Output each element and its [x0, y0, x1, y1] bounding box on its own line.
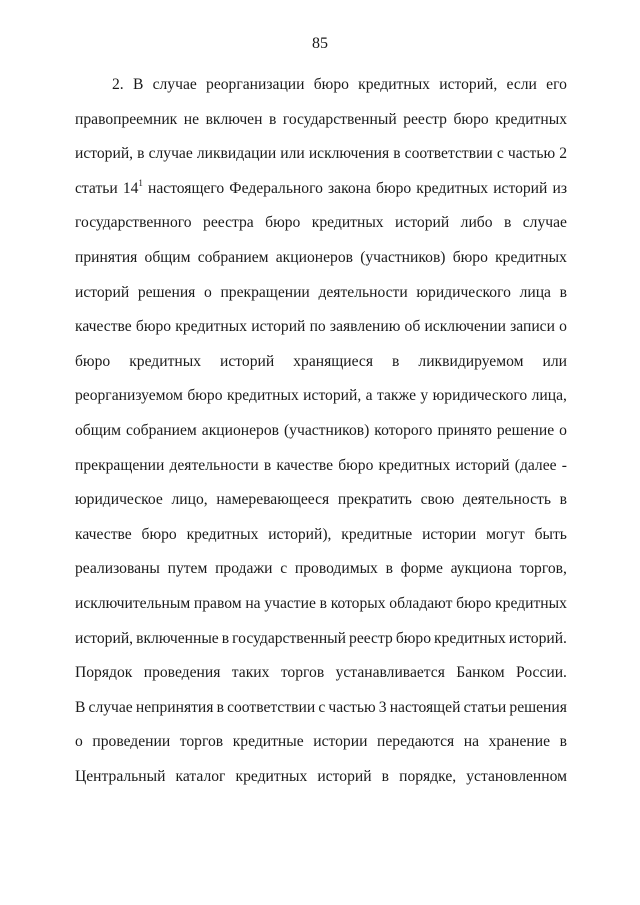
- word: в: [392, 352, 400, 370]
- word: историй: [251, 318, 306, 336]
- page-number: 85: [312, 35, 328, 52]
- word: кредитных: [129, 352, 202, 370]
- word: установленном: [466, 767, 567, 785]
- word: Порядок: [75, 664, 133, 682]
- word: кредитных: [226, 387, 299, 405]
- paragraph: [75, 68, 567, 794]
- word: торгов,: [519, 560, 567, 578]
- word: бюро: [187, 387, 223, 405]
- word: историй,: [303, 387, 362, 405]
- text-line: [75, 483, 567, 518]
- word: кредитных: [416, 179, 489, 197]
- word: в: [559, 733, 567, 751]
- word: лицо,: [171, 491, 208, 509]
- word: его: [546, 76, 567, 93]
- word: (далее: [514, 456, 557, 474]
- word: $14^1$: [122, 177, 143, 197]
- word: деятельность: [462, 491, 551, 509]
- word: юридического: [432, 387, 528, 405]
- word: акционеров: [275, 248, 353, 266]
- text-line: [75, 345, 567, 380]
- word: в: [393, 145, 401, 163]
- word: (участников): [283, 421, 370, 439]
- word: решения: [509, 698, 567, 716]
- word: с: [280, 560, 288, 578]
- word: государственного: [75, 214, 192, 232]
- word: истории: [422, 525, 477, 543]
- word: исключении: [424, 318, 506, 336]
- word: 2.: [112, 76, 124, 93]
- word: лица: [519, 283, 551, 301]
- word: не: [183, 110, 200, 128]
- word: на: [463, 733, 480, 751]
- word: историй,: [439, 76, 498, 93]
- word: если: [506, 76, 537, 93]
- word: историй.: [508, 629, 567, 647]
- word: Банком: [456, 664, 505, 682]
- word: намеревающееся: [216, 491, 330, 509]
- word: правопреемник: [75, 110, 178, 128]
- word: кредитных: [495, 248, 567, 266]
- word: случае: [152, 76, 197, 93]
- text-line: [75, 241, 567, 276]
- word: продажи: [215, 560, 273, 578]
- word: юридического: [416, 283, 511, 301]
- word: в: [221, 629, 230, 647]
- word: (участников): [360, 248, 446, 266]
- word: которых: [330, 594, 386, 612]
- word: в: [137, 145, 145, 163]
- word: с: [496, 145, 504, 163]
- text-line: [75, 68, 567, 103]
- word: бюро: [452, 248, 488, 266]
- word: общим: [144, 248, 191, 266]
- word: прекратить: [337, 491, 412, 509]
- word: правом: [193, 594, 242, 612]
- word: бюро: [265, 214, 301, 232]
- word: торгов: [179, 733, 224, 751]
- word: реорганизуемом: [75, 387, 183, 405]
- word: бюро: [338, 456, 374, 474]
- word: или: [542, 352, 567, 370]
- word: а: [365, 387, 373, 405]
- word: в: [559, 491, 567, 509]
- text-line: [75, 414, 567, 449]
- text-line: [75, 103, 567, 138]
- word: кредитных: [495, 110, 567, 128]
- word: форме: [400, 560, 443, 578]
- word: бюро: [141, 525, 177, 543]
- word: историй: [455, 456, 510, 474]
- word: частью: [507, 145, 556, 163]
- word: реализованы: [75, 560, 160, 578]
- word: случае: [148, 145, 193, 163]
- word: настоящего: [148, 179, 225, 197]
- word: хранящиеся: [293, 352, 374, 370]
- word: деятельности: [169, 456, 259, 474]
- text-line: [75, 691, 567, 726]
- word: кредитных: [186, 525, 259, 543]
- word: России.: [516, 664, 567, 682]
- word: кредитных: [358, 76, 430, 93]
- word: проведения: [143, 664, 221, 682]
- text-line: [75, 449, 567, 484]
- word: историй),: [268, 525, 332, 543]
- word: историй: [395, 214, 450, 232]
- word: государственный: [232, 629, 346, 647]
- word: бюро: [75, 352, 111, 370]
- text-line: [75, 137, 567, 172]
- word: в: [381, 767, 390, 785]
- text-line: [75, 310, 567, 345]
- word: статьи: [463, 698, 507, 716]
- word: историй: [493, 179, 548, 197]
- word: историй: [220, 352, 275, 370]
- word: в: [385, 560, 393, 578]
- word: устанавливается: [335, 664, 445, 682]
- word: исключения: [308, 145, 390, 163]
- word: историй,: [75, 145, 134, 163]
- word: собранием: [197, 248, 269, 266]
- word: бюро: [456, 594, 492, 612]
- word: бюро: [376, 179, 412, 197]
- word: статьи: [75, 179, 118, 197]
- word: кредитных: [434, 629, 506, 647]
- word: решения: [137, 283, 196, 301]
- text-line: [75, 518, 567, 553]
- word: историй: [75, 283, 130, 301]
- word: которого: [374, 421, 433, 439]
- word: включен: [205, 110, 263, 128]
- word: кредитных: [175, 318, 248, 336]
- word: аукциона: [450, 560, 512, 578]
- word: кредитных: [495, 594, 567, 612]
- word: обладают: [389, 594, 453, 612]
- text-line: [75, 172, 567, 207]
- word: в: [268, 110, 277, 128]
- word: случае: [522, 214, 567, 232]
- word: реестр: [349, 629, 393, 647]
- word: качестве: [75, 525, 132, 543]
- word: качестве: [276, 456, 334, 474]
- word: путем: [167, 560, 208, 578]
- word: В: [75, 698, 86, 716]
- word: о: [75, 733, 83, 751]
- word: случае: [88, 698, 133, 716]
- word: юридическое: [75, 491, 163, 509]
- word: также: [377, 387, 416, 405]
- word: быть: [534, 525, 567, 543]
- word: историй: [317, 767, 372, 785]
- word: порядке,: [399, 767, 457, 785]
- word: в: [503, 214, 512, 232]
- word: деятельности: [318, 283, 408, 301]
- word: участие: [264, 594, 316, 612]
- word: о: [559, 421, 567, 439]
- word: ликвидации: [196, 145, 277, 163]
- word: по: [309, 318, 326, 336]
- word: на: [245, 594, 261, 612]
- word: кредитных: [378, 456, 451, 474]
- word: или: [280, 145, 305, 163]
- text-line: [75, 276, 567, 311]
- word: настоящей: [389, 698, 461, 716]
- word: таких: [231, 664, 270, 682]
- word: об: [404, 318, 421, 336]
- word: бюро: [135, 318, 172, 336]
- word: кредитные: [232, 733, 304, 751]
- word: реестра: [203, 214, 254, 232]
- word: у: [420, 387, 429, 405]
- word: кредитных: [235, 767, 308, 785]
- word: кредитные: [341, 525, 413, 543]
- word: бюро: [313, 76, 349, 93]
- word: кредитных: [311, 214, 384, 232]
- word: включенные: [136, 629, 219, 647]
- word: в: [559, 283, 567, 301]
- word: передаются: [377, 733, 455, 751]
- text-line: [75, 760, 567, 795]
- text-line: [75, 379, 567, 414]
- word: прекращении: [220, 283, 310, 301]
- word: принято: [437, 421, 492, 439]
- word: либо: [460, 214, 493, 232]
- word: качестве: [75, 318, 132, 336]
- word: с: [318, 698, 326, 716]
- word: 3: [378, 698, 387, 716]
- word: принятия: [75, 248, 138, 266]
- text-line: [75, 552, 567, 587]
- word: -: [561, 456, 567, 474]
- text-line: [75, 622, 567, 657]
- word: решение: [496, 421, 555, 439]
- text-line: [75, 206, 567, 241]
- word: закона: [327, 179, 371, 197]
- word: прекращении: [75, 456, 165, 474]
- word: соответствии: [404, 145, 493, 163]
- word: из: [552, 179, 567, 197]
- word: общим: [75, 421, 121, 439]
- word: записи: [510, 318, 555, 336]
- word: в: [216, 698, 224, 716]
- word: заявлению: [329, 318, 401, 336]
- footnote-superscript: 1: [138, 177, 143, 188]
- text-line: [75, 725, 567, 760]
- word: государственный: [282, 110, 397, 128]
- word: историй,: [75, 629, 134, 647]
- text-line: [75, 656, 567, 691]
- word: лица,: [531, 387, 567, 405]
- word: частью: [328, 698, 376, 716]
- word: бюро: [395, 629, 432, 647]
- word: исключительным: [75, 594, 191, 612]
- word: каталог: [175, 767, 226, 785]
- word: В: [132, 76, 144, 93]
- word: непринятия: [135, 698, 214, 716]
- word: в: [263, 456, 272, 474]
- word: истории: [313, 733, 368, 751]
- word: соответствии: [227, 698, 316, 716]
- text-line: [75, 587, 567, 622]
- word: проводимых: [294, 560, 378, 578]
- word: могут: [486, 525, 525, 543]
- word: ликвидируемом: [418, 352, 524, 370]
- word: хранение: [488, 733, 551, 751]
- word: свою: [420, 491, 455, 509]
- word: торгов: [280, 664, 325, 682]
- word: реорганизации: [206, 76, 305, 93]
- word: о: [204, 283, 212, 301]
- word: о: [559, 318, 567, 336]
- word: проведении: [92, 733, 171, 751]
- word: Центральный: [75, 767, 166, 785]
- word: акционеров: [201, 421, 279, 439]
- word: бюро: [453, 110, 489, 128]
- word: собранием: [125, 421, 197, 439]
- word: 2: [559, 145, 567, 163]
- word: Федерального: [229, 179, 323, 197]
- word: реестр: [403, 110, 447, 128]
- word: в: [319, 594, 327, 612]
